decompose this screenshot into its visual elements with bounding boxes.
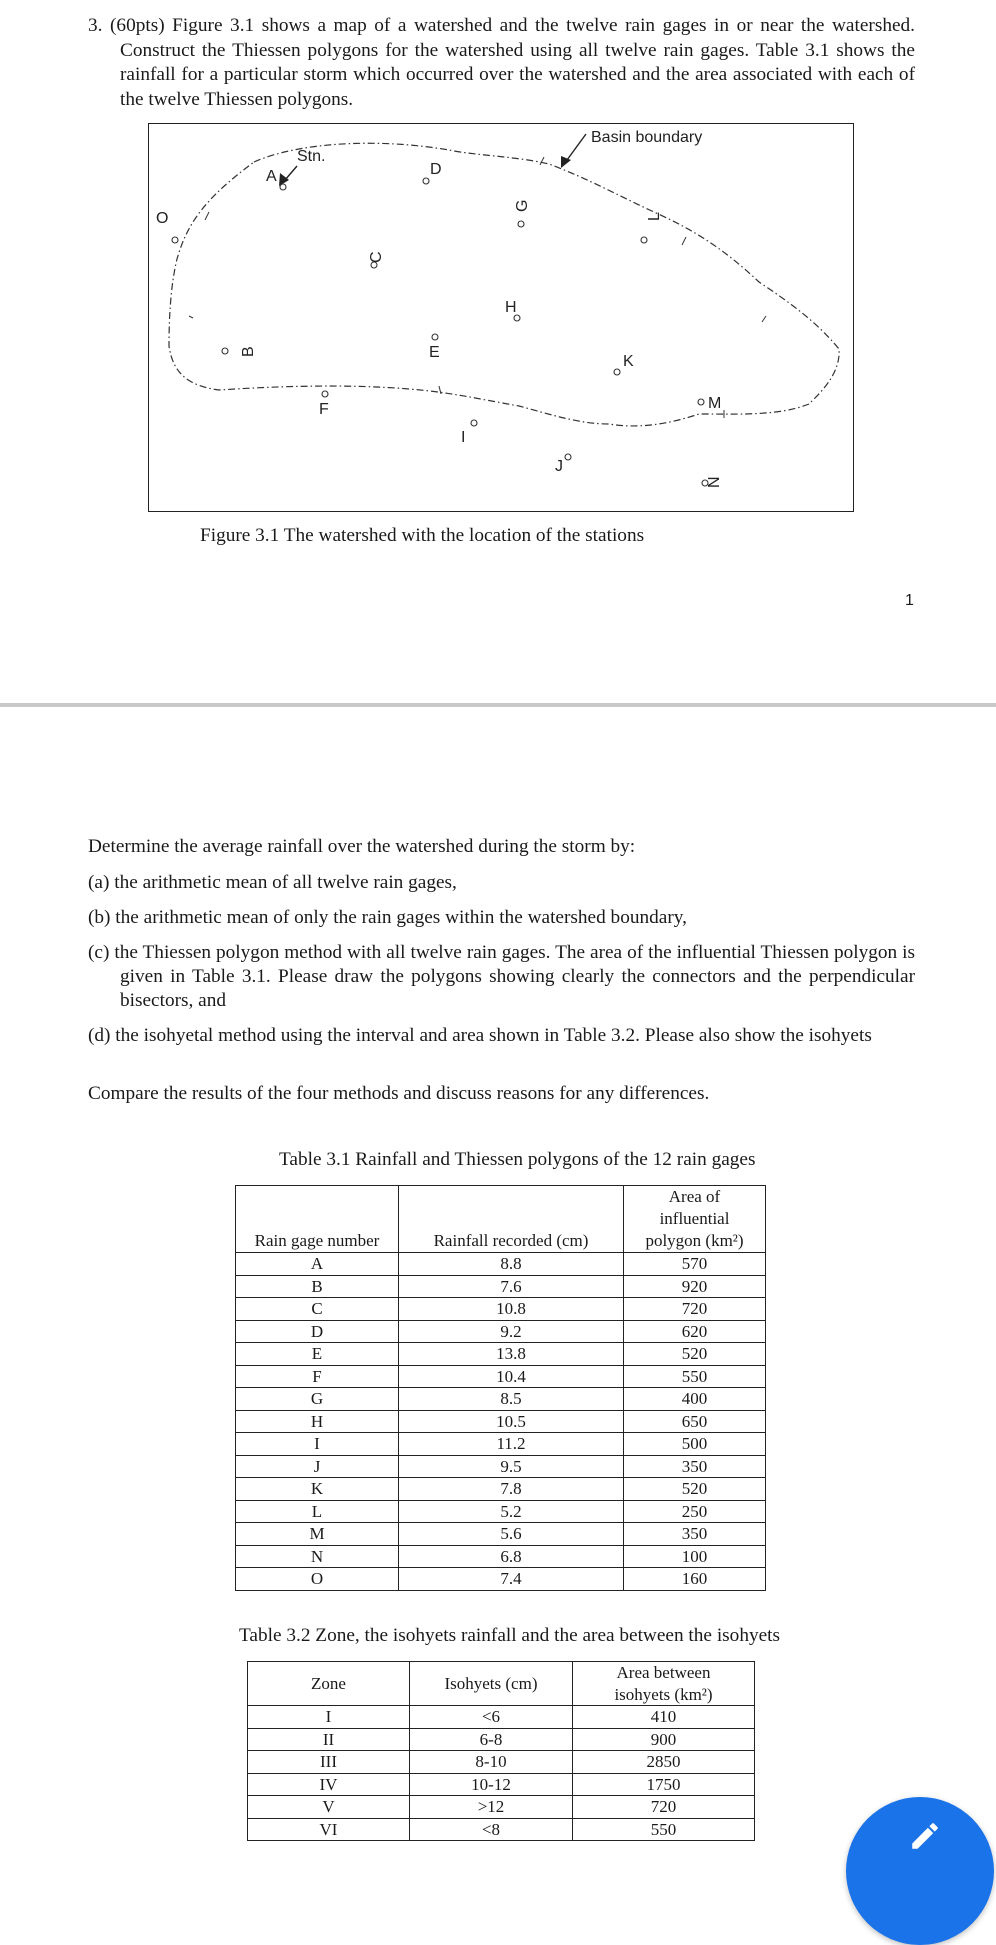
stn-arrow-line [285, 166, 297, 180]
table-row [236, 1275, 766, 1298]
compare-text: Compare the results of the four methods and discuss reasons for any differences. [88, 1083, 710, 1104]
station-marker-l [641, 237, 647, 243]
table-cell: 13.8 [399, 1343, 624, 1366]
table-cell: A [236, 1253, 399, 1276]
table-cell: 9.5 [399, 1455, 624, 1478]
table-cell: 10.5 [399, 1410, 624, 1433]
station-marker-b [222, 348, 228, 354]
table-cell: 10.8 [399, 1298, 624, 1321]
station-marker-g [518, 221, 524, 227]
table-cell: 400 [624, 1388, 766, 1411]
table-row [236, 1320, 766, 1343]
table-header-row [248, 1662, 755, 1706]
document-page-2 [0, 707, 996, 1869]
table-cell: 8.8 [399, 1253, 624, 1276]
table-row [236, 1455, 766, 1478]
table-cell: 5.2 [399, 1500, 624, 1523]
station-markers [172, 178, 708, 486]
table-row [248, 1706, 755, 1729]
table-3-2-caption: Table 3.2 Zone, the isohyets rainfall and the area between the isohyets [239, 1625, 781, 1646]
table-cell: 10-12 [410, 1773, 573, 1796]
table-cell: 720 [573, 1796, 755, 1819]
table-cell: 100 [624, 1545, 766, 1568]
table-header: Rainfall recorded (cm) [399, 1186, 624, 1253]
table-cell: 500 [624, 1433, 766, 1456]
table-cell: 550 [573, 1818, 755, 1841]
station-label-a: A [266, 168, 277, 185]
station-marker-k [614, 369, 620, 375]
table-cell: 5.6 [399, 1523, 624, 1546]
table-row [248, 1796, 755, 1819]
table-header: Zone [248, 1662, 410, 1706]
table-cell: IV [248, 1773, 410, 1796]
determine-text: Determine the average rainfall over the watershed during the storm by: [88, 836, 636, 857]
table-row [236, 1388, 766, 1411]
watershed-map-figure [148, 123, 854, 512]
station-label-k: K [623, 353, 634, 370]
table-cell: 160 [624, 1568, 766, 1591]
station-label-i: I [461, 429, 466, 446]
figure-3-1-caption: Figure 3.1 The watershed with the location of the stations [200, 525, 645, 546]
station-label-g: G [514, 199, 531, 212]
table-cell: 920 [624, 1275, 766, 1298]
table-row [236, 1433, 766, 1456]
station-label-l: L [646, 212, 663, 221]
table-cell: 350 [624, 1455, 766, 1478]
station-marker-m [698, 399, 704, 405]
table-cell: 410 [573, 1706, 755, 1729]
table-cell: M [236, 1523, 399, 1546]
station-label-f: F [319, 401, 329, 418]
table-cell: 7.4 [399, 1568, 624, 1591]
table-cell: 520 [624, 1343, 766, 1366]
table-row [236, 1253, 766, 1276]
table-cell: 9.2 [399, 1320, 624, 1343]
table-row [236, 1478, 766, 1501]
station-label-d: D [430, 161, 442, 178]
station-labels [156, 161, 723, 488]
table-cell: F [236, 1365, 399, 1388]
table-row [236, 1500, 766, 1523]
edit-fab-button[interactable] [846, 1797, 994, 1945]
table-cell: 6-8 [410, 1728, 573, 1751]
table-3-1 [235, 1185, 766, 1591]
table-row [236, 1568, 766, 1591]
question-3-text: 3. (60pts) Figure 3.1 shows a map of a watershed and the twelve rain gages in or near the watershed. Construct the Thiessen polygons for the watershed using all twelve rain gages. Table 3.1 shows the rainfall for a particular storm which occurred over the watershed and the area associated with each of the twelve Thiessen polygons. [88, 15, 915, 110]
table-3-1-caption: Table 3.1 Rainfall and Thiessen polygons of the 12 rain gages [279, 1149, 756, 1170]
station-label-e: E [429, 344, 440, 361]
table-cell: J [236, 1455, 399, 1478]
table-cell: 11.2 [399, 1433, 624, 1456]
part-a-text: (a) the arithmetic mean of all twelve rain gages, [88, 872, 457, 893]
table-3-2-body [248, 1706, 755, 1841]
table-row [236, 1410, 766, 1433]
station-label-c: C [368, 251, 385, 263]
table-cell: 620 [624, 1320, 766, 1343]
table-row [236, 1343, 766, 1366]
station-marker-f [322, 391, 328, 397]
station-label-m: M [708, 395, 722, 412]
table-row [236, 1298, 766, 1321]
page-number: 1 [905, 592, 914, 609]
table-cell: H [236, 1410, 399, 1433]
table-cell: O [236, 1568, 399, 1591]
table-cell: C [236, 1298, 399, 1321]
station-label-n: N [706, 476, 723, 488]
table-cell: 250 [624, 1500, 766, 1523]
station-marker-i [471, 420, 477, 426]
table-cell: 650 [624, 1410, 766, 1433]
table-cell: 900 [573, 1728, 755, 1751]
station-marker-a [280, 184, 286, 190]
station-label-j: J [555, 458, 563, 475]
watershed-map [149, 124, 855, 513]
table-cell: I [236, 1433, 399, 1456]
table-cell: 550 [624, 1365, 766, 1388]
table-row [248, 1818, 755, 1841]
table-cell: 1750 [573, 1773, 755, 1796]
table-cell: VI [248, 1818, 410, 1841]
station-marker-j [565, 454, 571, 460]
table-header: Area of influential polygon (km²) [624, 1186, 766, 1253]
station-marker-d [423, 178, 429, 184]
table-cell: II [248, 1728, 410, 1751]
table-cell: I [248, 1706, 410, 1729]
table-cell: E [236, 1343, 399, 1366]
table-header: Rain gage number [236, 1186, 399, 1253]
table-cell: III [248, 1751, 410, 1774]
table-cell: 7.8 [399, 1478, 624, 1501]
pencil-icon [908, 1819, 942, 1853]
station-label-o: O [156, 210, 169, 227]
table-header: Area between isohyets (km²) [573, 1662, 755, 1706]
station-label-h: H [505, 299, 517, 316]
table-cell: B [236, 1275, 399, 1298]
table-row [248, 1751, 755, 1774]
table-cell: D [236, 1320, 399, 1343]
table-row [236, 1365, 766, 1388]
table-cell: K [236, 1478, 399, 1501]
part-c-text: (c) the Thiessen polygon method with all twelve rain gages. The area of the influential Thiessen polygon is given in Table 3.1. Please draw the polygons showing clearly the connectors and the perpendicular bisectors, and [88, 942, 915, 1011]
table-header-row [236, 1186, 766, 1253]
table-cell: 7.6 [399, 1275, 624, 1298]
table-cell: 570 [624, 1253, 766, 1276]
table-3-1-body [236, 1253, 766, 1591]
table-cell: 6.8 [399, 1545, 624, 1568]
table-cell: V [248, 1796, 410, 1819]
part-b-text: (b) the arithmetic mean of only the rain gages within the watershed boundary, [88, 907, 687, 928]
table-cell: N [236, 1545, 399, 1568]
station-label-b: B [240, 346, 257, 357]
table-cell: 350 [624, 1523, 766, 1546]
table-cell: G [236, 1388, 399, 1411]
table-cell: >12 [410, 1796, 573, 1819]
table-cell: <8 [410, 1818, 573, 1841]
basin-boundary-line [169, 143, 839, 426]
basin-boundary-arrow-head [561, 156, 571, 168]
boundary-ticks [189, 157, 766, 418]
part-d-text: (d) the isohyetal method using the interval and area shown in Table 3.2. Please also show the isohyets [88, 1025, 872, 1046]
table-cell: 10.4 [399, 1365, 624, 1388]
table-cell: 8.5 [399, 1388, 624, 1411]
table-row [248, 1773, 755, 1796]
station-marker-e [432, 334, 438, 340]
table-row [236, 1545, 766, 1568]
table-row [248, 1728, 755, 1751]
basin-boundary-label: Basin boundary [591, 129, 703, 146]
stn-label: Stn. [297, 148, 326, 165]
basin-boundary-arrow-line [567, 134, 586, 160]
station-marker-o [172, 237, 178, 243]
table-row [236, 1523, 766, 1546]
table-3-2 [247, 1661, 755, 1841]
table-header: Isohyets (cm) [410, 1662, 573, 1706]
table-cell: 720 [624, 1298, 766, 1321]
document-page-1 [0, 0, 996, 703]
table-cell: 8-10 [410, 1751, 573, 1774]
table-cell: 2850 [573, 1751, 755, 1774]
table-cell: L [236, 1500, 399, 1523]
table-cell: <6 [410, 1706, 573, 1729]
table-cell: 520 [624, 1478, 766, 1501]
